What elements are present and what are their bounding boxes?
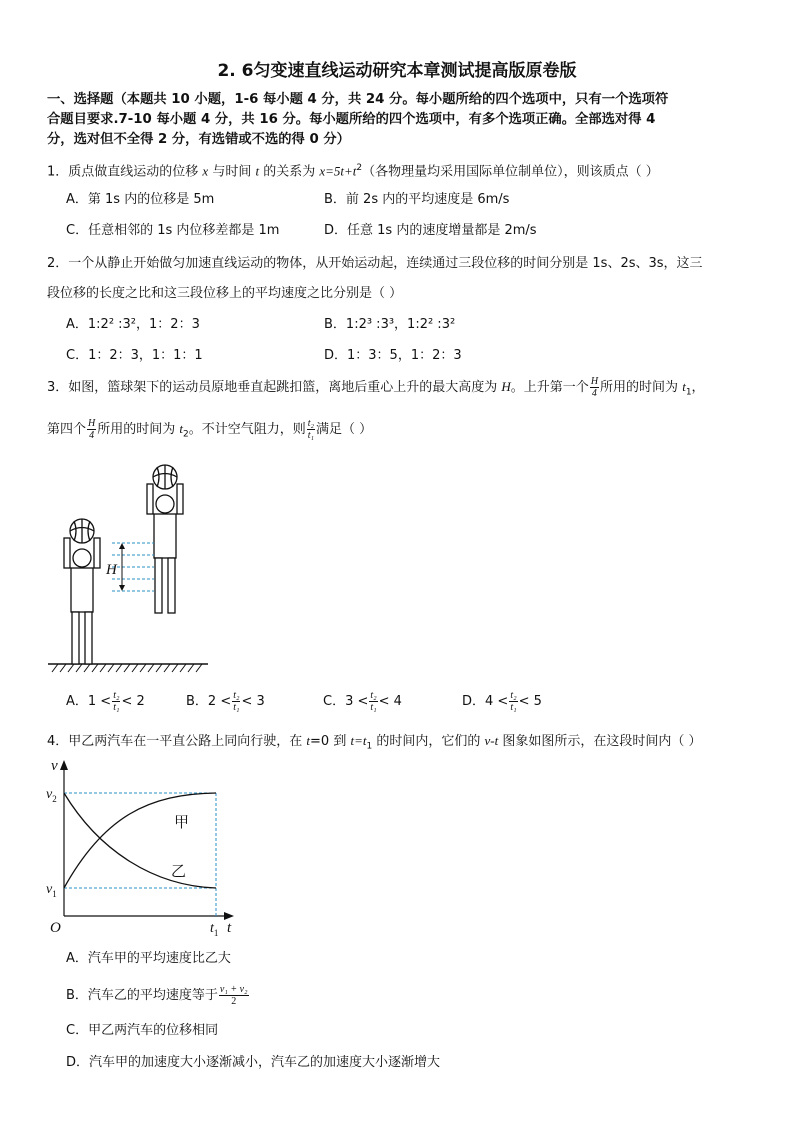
v1-label: $v_1$ [46,882,57,899]
fraction-t2-over-t1: $\frac{\text{t₂}}{\text{t₁}}$ [307,418,315,441]
head [73,549,91,567]
question-2-stem-line2: 段位移的长度之比和这三段位移上的平均速度之比分别是（ ） [47,286,403,301]
arrow-down-icon [119,585,125,591]
ground-hatching [52,664,202,672]
t-axis-label: t [227,920,232,936]
left-arm [147,484,153,514]
curve-jia [64,793,216,888]
question-3-option-c: C．3 < $\frac{\text{t₂}}{\text{t₁}}$ < 4 [323,690,402,713]
question-4-option-a: A．汽车甲的平均速度比乙大 [66,951,231,966]
question-3-option-a: A．1 < $\frac{\text{t₂}}{\text{t₁}}$ < 2 [66,690,145,713]
question-1-option-d: D．任意 1s 内的速度增量都是 2m/s [324,223,537,238]
right-leg [168,558,175,613]
left-leg [155,558,162,613]
basketball-jump-figure [44,458,214,676]
t-axis-arrow-icon [224,912,234,920]
question-2-option-a: A．1:2² :3²，1：2：3 [66,317,200,332]
left-leg [72,612,79,664]
question-1-option-a: A．第 1s 内的位移是 5m [66,192,215,207]
fraction-h-over-4: $\frac{H}{4}$ [590,376,599,399]
arrow-up-icon [119,543,125,549]
jia-label: 甲 [174,815,190,831]
question-4-option-d: D．汽车甲的加速度大小逐渐减小，汽车乙的加速度大小逐渐增大 [66,1055,441,1070]
v2-label: $v_2$ [46,787,57,804]
question-4-stem: 4．甲乙两汽车在一平直公路上同向行驶，在 t=0 到 $t=t_1$ 的时间内，它们的 v-t 图象如图所示，在这段时间内（ ） [47,733,702,752]
yi-label: 乙 [171,864,187,880]
right-leg [85,612,92,664]
height-label: H [106,562,117,578]
guide-lines [64,793,216,916]
height-dashed-lines [112,543,154,591]
left-arm [64,538,70,568]
question-3-stem-line1: 3．如图，篮球架下的运动员原地垂直起跳扣篮，离地后重心上升的最大高度为 H。上升第一个 $\frac{H}{4}$ 所用的时间为 $t_1$， [47,376,705,399]
question-2-option-b: B．1:2³ :3³，1:2² :3² [324,317,456,332]
head [156,495,174,513]
curve-yi [64,793,216,888]
origin-label: O [50,920,61,936]
fraction-v1-plus-v2-over-2: $\frac{\text{v₁ + v₂}}{2}$ [219,984,248,1007]
question-1-option-b: B．前 2s 内的平均速度是 6m/s [324,192,510,207]
fraction-h-over-4-second: $\frac{H}{4}$ [88,418,96,441]
question-3-stem-line2: 第四个 $\frac{H}{4}$ 所用的时间为 $t_2$。不计空气阻力，则 $\frac{\text{t₂}}{\text{t₁}}$ 满足（ ） [47,418,373,441]
question-2-option-c: C．1：2：3，1：1：1 [66,348,203,363]
question-2-option-d: D．1：3：5，1：2：3 [324,348,462,363]
section-header-line1: 一、选择题（本题共 10 小题，1-6 每小题 4 分，共 24 分。每小题所给的四个选项中，只有一个选项符 [47,92,669,107]
v-axis-label: v [51,758,58,774]
question-1-option-c: C．任意相邻的 1s 内位移差都是 1m [66,223,280,238]
right-arm [177,484,183,514]
torso [154,514,176,558]
player-standing [64,519,100,664]
section-header-line2: 合题目要求.7-10 每小题 4 分，共 16 分。每小题所给的四个选项中，有多个选项正确。全部选对得 4 [47,112,656,127]
page-title: 2. 6匀变速直线运动研究本章测试提高版原卷版 [217,61,577,81]
v-axis-arrow-icon [60,760,68,770]
torso [71,568,93,612]
question-2-stem-line1: 2．一个从静止开始做匀加速直线运动的物体，从开始运动起，连续通过三段位移的时间分别是 1s、2s、3s，这三 [47,256,703,271]
question-3-option-d: D．4 < $\frac{\text{t₂}}{\text{t₁}}$ < 5 [462,690,542,713]
t1-label: $t_1$ [210,921,219,938]
question-4-option-c: C．甲乙两汽车的位移相同 [66,1023,219,1038]
section-header-line3: 分，选对但不全得 2 分，有选错或不选的得 0 分） [47,132,350,147]
question-4-option-b: B．汽车乙的平均速度等于 $\frac{\text{v₁ + v₂}}{2}$ [66,984,248,1007]
question-1-stem: 1．质点做直线运动的位移 x 与时间 t 的关系为 $x=5t+t^2$（各物理量均采用国际单位制单位），则该质点（ ） [47,163,659,180]
vt-graph [44,756,244,938]
right-arm [94,538,100,568]
question-3-option-b: B．2 < $\frac{\text{t₂}}{\text{t₁}}$ < 3 [186,690,265,713]
